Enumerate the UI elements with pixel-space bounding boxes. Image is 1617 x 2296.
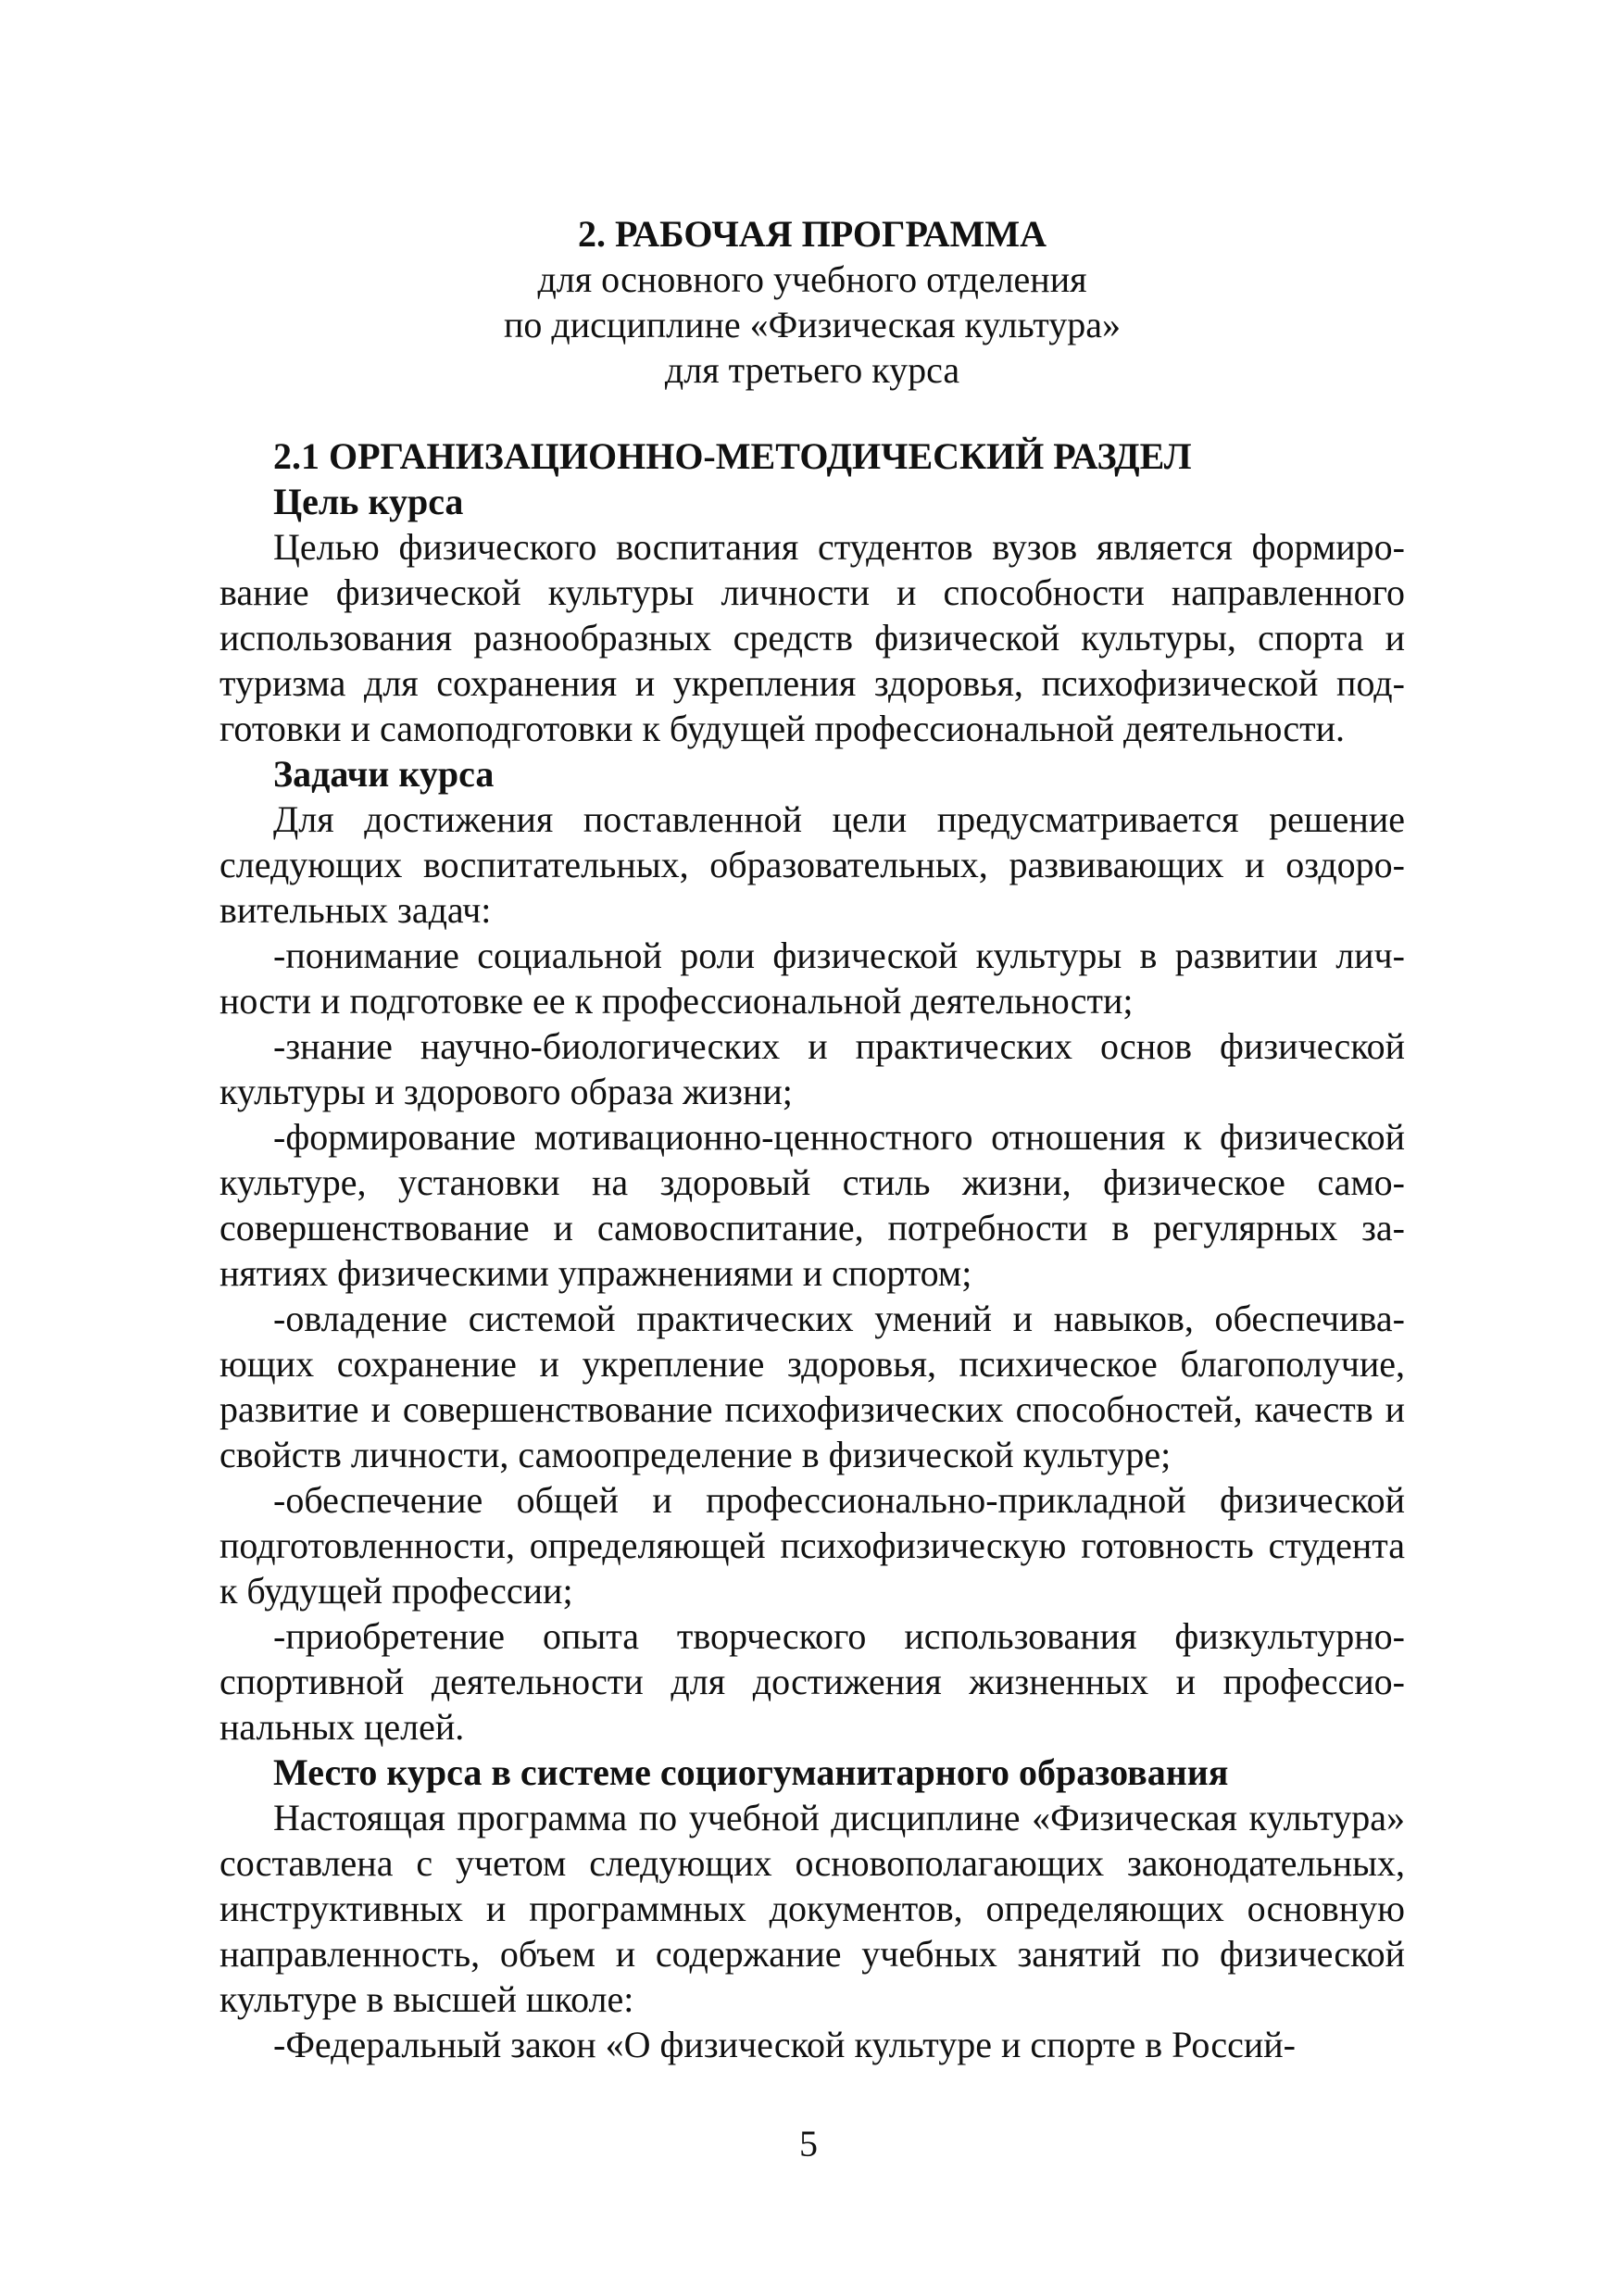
law-item: -Федеральный закон «О физической культуре и спорте в Россий- bbox=[273, 2024, 1297, 2065]
tasks-intro-paragraph: Для достижения поставленной цели предусматривается решение следующих воспитательных, образовательных, развивающих и оздоровительных задач: bbox=[219, 798, 1405, 931]
title-block bbox=[219, 211, 1405, 393]
goal-paragraph: Целью физического воспитания студентов вузов является формирование физической культуры личности и способности направленного использования разнообразных средств физической культуры, спорта и туризма для сохранения и укрепления здоровья, психофизической подготовки и самоподготовки к будущей профессиональной деятельности. bbox=[219, 526, 1405, 749]
page-content bbox=[219, 211, 1405, 2067]
task-item: -овладение системой практических умений и навыков, обеспечивающих сохранение и укрепление здоровья, психическое благополучие, развитие и совершенствование психофизических способностей, качеств и свойств личности, самоопределение в физической культуре; bbox=[219, 1298, 1405, 1475]
page-title: 2. РАБОЧАЯ ПРОГРАММА bbox=[577, 213, 1047, 255]
subtitle-line-1: для основного учебного отделения bbox=[537, 258, 1087, 300]
goal-heading: Цель курса bbox=[273, 481, 464, 522]
page-number: 5 bbox=[799, 2123, 818, 2164]
subtitle-line-2: по дисциплине «Физическая культура» bbox=[504, 304, 1121, 345]
place-paragraph: Настоящая программа по учебной дисциплине «Физическая культура» составлена с учетом следующих основополагающих законодательных, инструктивных и программных документов, определяющих основную направленность, объем и содержание учебных занятий по физической культуре в высшей школе: bbox=[219, 1797, 1405, 2020]
section-heading: 2.1 ОРГАНИЗАЦИОННО-МЕТОДИЧЕСКИЙ РАЗДЕЛ bbox=[273, 435, 1192, 477]
place-heading: Место курса в системе социогуманитарного образования bbox=[273, 1751, 1229, 1793]
task-item: -понимание социальной роли физической культуры в развитии личности и подготовке ее к профессиональной деятельности; bbox=[219, 935, 1405, 1022]
task-item: -формирование мотивационно-ценностного отношения к физической культуре, установки на здоровый стиль жизни, физическое самосовершенствование и самовоспитание, потребности в регулярных занятиях физическими упражнениями и спортом; bbox=[219, 1116, 1405, 1294]
task-item: -приобретение опыта творческого использования физкультурно-спортивной деятельности для достижения жизненных и профессиональных целей. bbox=[219, 1615, 1405, 1748]
subtitle-line-3: для третьего курса bbox=[664, 349, 960, 391]
tasks-heading: Задачи курса bbox=[273, 753, 495, 795]
task-item: -знание научно-биологических и практических основ физической культуры и здорового образа жизни; bbox=[219, 1025, 1405, 1112]
task-item: -обеспечение общей и профессионально-прикладной физической подготовленности, определяющей психофизическую готовность студента к будущей профессии; bbox=[219, 1479, 1405, 1612]
